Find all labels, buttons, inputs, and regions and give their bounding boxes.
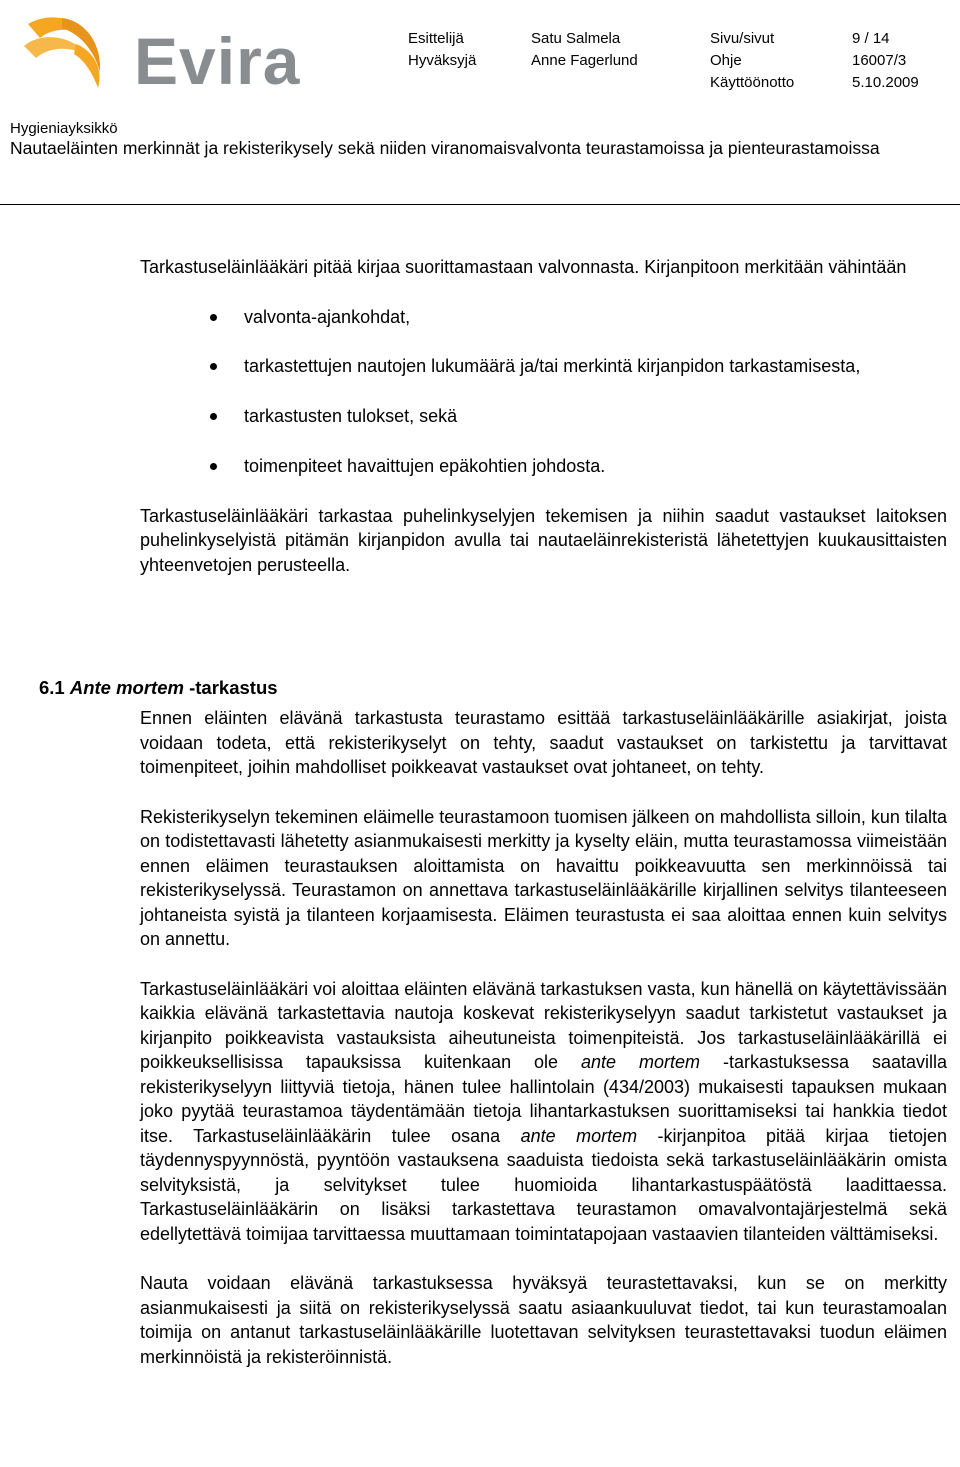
list-item-text: toimenpiteet havaittujen epäkohtien johdosta.: [244, 456, 606, 476]
paragraph-3-part-a: Tarkastuseläinlääkäri voi aloittaa eläinten elävänä tarkastuksen vasta, kun hänellä on käytettävissään kaikkia elävänä tarkastettavia nautoja koskevat rekisterikyselyyn saadut tarkistetut vastaukset ja kirjanpito poikkeavista vastauksista aiheutuneista toimenpiteistä. Jos tarkastuseläinlääkärillä ei poikkeuksellisissa tapauksissa kuitenkaan ole: [140, 978, 947, 1072]
list-item-text: valvonta-ajankohdat,: [244, 306, 411, 327]
bullet-icon: [210, 413, 217, 420]
bullet-icon: [210, 463, 217, 470]
phone-check-paragraph: Tarkastuseläinlääkäri tarkastaa puhelinkyselyjen tekemisen ja niihin saadut vastaukset laitoksen puhelinkyselyistä pitämän kirjanpidon avulla tai nautaeläinrekisteristä lähetettyjen kuukausittaisten yhteenvetojen perusteella.: [140, 505, 947, 575]
paragraph-3-italic-1: ante mortem: [581, 1052, 701, 1072]
evira-logo: [18, 10, 301, 98]
meta-label-pages: Sivu/sivut: [710, 30, 775, 47]
bullet-icon: [210, 363, 217, 370]
meta-value-approver: Anne Fagerlund: [531, 52, 638, 69]
section-title-rest: -tarkastus: [189, 677, 278, 698]
paragraph-3-part-c: -kirjanpitoa pitää kirjaa tietojen täydennyspyynnöstä, pyyntöön vastauksena saaduista tiedoista sekä tarkastuseläinlääkärin omista selvityksistä, ja selvitykset tulee huomioida lihantarkastuspäätöstä laadittaessa. Tarkastuseläinlääkärin on lisäksi tarkastettava teurastamon omavalvontajärjestelmä sekä edellytettävä toimijaa tarvittaessa muuttamaan toimintatapojaan vastaavien tilanteiden välttämiseksi.: [140, 1125, 947, 1244]
section-title-italic: Ante mortem: [69, 677, 184, 698]
logo-wordmark: Evira: [134, 24, 301, 98]
bullet-icon: [210, 314, 217, 321]
list-item: [140, 354, 947, 379]
meta-value-guide: 16007/3: [852, 52, 907, 69]
meta-value-deployment: 5.10.2009: [852, 74, 919, 91]
section-heading: [39, 676, 278, 700]
list-item-text: tarkastettujen nautojen lukumäärä ja/tai merkintä kirjanpidon tarkastamisesta,: [244, 356, 861, 376]
paragraph-2: Rekisterikyselyn tekeminen eläimelle teurastamoon tuomisen jälkeen on mahdollista silloin, kun tilalta on todistettavasti lähetetty asianmukaisesti merkitty ja kyselty eläin, mutta teurastamossa viimeistään ennen eläimen teurastauksen aloittamista on havaittu poikkeavuutta sen merkinnöissä tai rekisterikyselyssä. Teurastamon on annettava tarkastuseläinlääkärille kirjallinen selvitys tilanteeseen johtaneista syistä ja tilanteen korjaamisesta. Eläimen teurastusta ei saa aloittaa ennen kuin selvitys on annettu.: [140, 806, 947, 949]
department-name: Hygieniayksikkö: [10, 120, 118, 137]
paragraph-3-italic-2: ante mortem: [520, 1125, 638, 1146]
paragraph-1: Ennen eläinten elävänä tarkastusta teurastamo esittää tarkastuseläinlääkärille asiakirjat, joista voidaan todeta, että rekisterikyselyt on tehty, saadut vastaukset on tarkistettu ja tarvittavat toimenpiteet, joihin mahdolliset poikkeavat vastaukset ovat johtaneet, on tehty.: [140, 708, 947, 777]
meta-value-presenter: Satu Salmela: [531, 30, 621, 47]
list-item: [140, 305, 947, 330]
header-divider: [0, 204, 960, 205]
document-header: [0, 0, 960, 206]
meta-label-presenter: Esittelijä: [408, 30, 464, 47]
paragraph-3: [140, 977, 947, 1247]
list-item: [140, 404, 947, 429]
meta-value-pages: 9 / 14: [852, 30, 890, 47]
body-top: [140, 255, 947, 577]
section-number: 6.1: [39, 677, 65, 698]
evira-swirl-icon: [18, 10, 128, 92]
bullet-list: [140, 305, 947, 479]
paragraph-4: Nauta voidaan elävänä tarkastuksessa hyväksyä teurastettavaksi, kun se on merkitty asianmukaisesti ja siitä on rekisterikyselyssä saatu asiaankuuluvat tiedot, tai kun teurastamoalan toimija on antanut tarkastuseläinlääkärille luotettavan selvityksen teurastettavaksi tuodun eläimen merkinnöistä ja rekisteröinnistä.: [140, 1273, 947, 1367]
paragraph-3-part-b: -tarkastuksessa saatavilla rekisterikyselyyn liittyviä tietoja, hänen tulee hallintolain (434/2003) mukaisesti tapauksen mukaan joko pyytää teurastamoa täydentämään tietoja lihantarkastuksen suorittamiseksi tai hankkia tiedot itse. Tarkastuseläinlääkärin tulee osana: [140, 1052, 948, 1146]
body-section: [140, 706, 947, 1369]
list-item-text: tarkastusten tulokset, sekä: [244, 405, 458, 426]
intro-paragraph: Tarkastuseläinlääkäri pitää kirjaa suorittamastaan valvonnasta. Kirjanpitoon merkitään vähintään: [140, 257, 907, 277]
list-item: [140, 454, 947, 479]
document-title: Nautaeläinten merkinnät ja rekisterikysely sekä niiden viranomaisvalvonta teurastamoissa ja pienteurastamoissa: [10, 138, 880, 158]
meta-label-approver: Hyväksyjä: [408, 52, 477, 69]
meta-label-deployment: Käyttöönotto: [710, 74, 795, 91]
meta-label-guide: Ohje: [710, 52, 742, 69]
